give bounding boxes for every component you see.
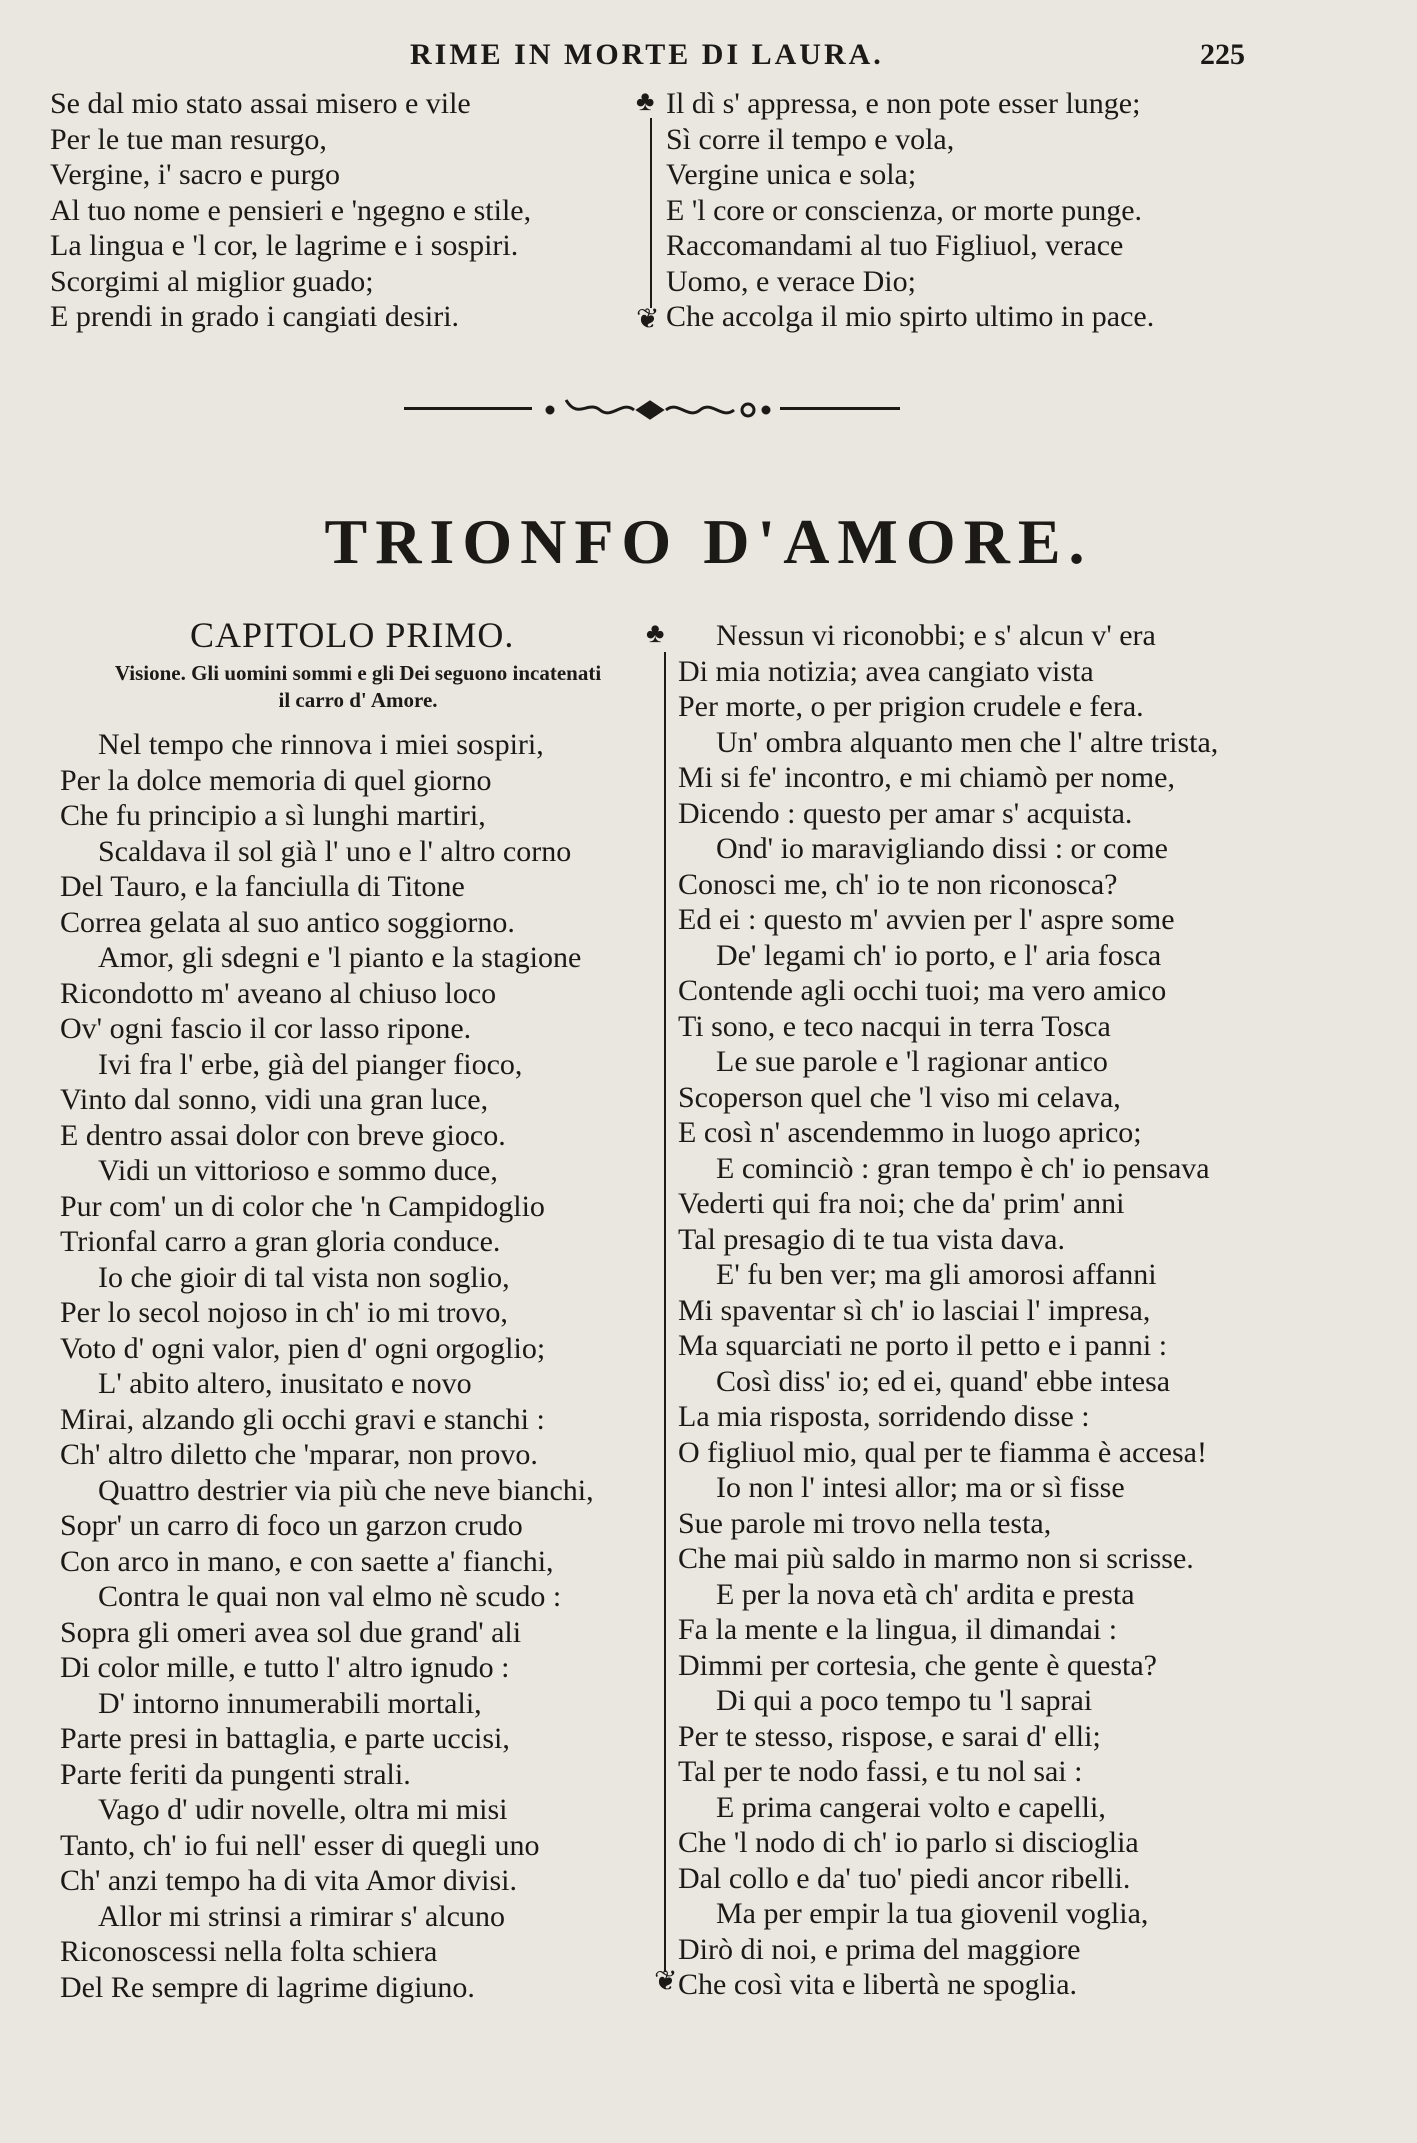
verse-line: Dicendo : questo per amar s' acquista. (678, 796, 1133, 830)
verse-line: E così n' ascendemmo in luogo aprico; (678, 1116, 1142, 1149)
verse-line: Al tuo nome e pensieri e 'ngegno e stile, (50, 193, 532, 227)
verse-line: Così diss' io; ed ei, quand' ebbe intesa (716, 1364, 1171, 1398)
verse-line: Per le tue man resurgo, (50, 122, 327, 156)
verse-line: Per lo secol nojoso in ch' io mi trovo, (60, 1296, 508, 1329)
verse-line: Amor, gli sdegni e 'l pianto e la stagione (98, 941, 582, 974)
verse-line: La lingua e 'l cor, le lagrime e i sospiri. (50, 229, 519, 262)
verse-line: Dirò di noi, e prima del maggiore (678, 1932, 1081, 1966)
poem-right-column (678, 618, 1218, 2003)
summary-line: Visione. Gli uomini sommi e gli Dei seguono incatenati (114, 661, 602, 685)
verse-line: Ch' altro diletto che 'mparar, non provo. (60, 1438, 538, 1471)
verse-line: Sopr' un carro di foco un garzon crudo (60, 1509, 523, 1542)
verse-line: D' intorno innumerabili mortali, (98, 1686, 482, 1720)
verse-line: Ma squarciati ne porto il petto e i panni : (678, 1329, 1168, 1362)
verse-line: E 'l core or conscienza, or morte punge. (666, 193, 1143, 227)
trefoil-ornament-icon: ♣ (636, 86, 655, 117)
separator-rule-right (780, 407, 900, 410)
verse-line: Vidi un vittorioso e sommo duce, (98, 1154, 498, 1187)
verse-line: Per te stesso, rispose, e sarai d' elli; (678, 1719, 1101, 1753)
verse-line: Parte feriti da pungenti strali. (60, 1757, 411, 1791)
chapter-summary (58, 660, 658, 714)
page-number: 225 (1200, 38, 1245, 71)
verse-line: Che 'l nodo di ch' io parlo si discioglia (678, 1826, 1139, 1859)
verse-line: Parte presi in battaglia, e parte uccisi, (60, 1722, 510, 1755)
verse-line: Trionfal carro a gran gloria conduce. (60, 1225, 501, 1258)
verse-line: Ivi fra l' erbe, già del pianger fioco, (98, 1047, 523, 1081)
verse-line: Ed ei : questo m' avvien per l' aspre some (678, 903, 1175, 936)
column-divider (664, 652, 666, 1972)
verse-line: Nel tempo che rinnova i miei sospiri, (98, 728, 544, 761)
verse-line: Che così vita e libertà ne spoglia. (678, 1968, 1078, 2001)
verse-line: Pur com' un di color che 'n Campidoglio (60, 1189, 545, 1223)
running-head (0, 38, 1417, 78)
verse-line: Vinto dal sonno, vidi una gran luce, (60, 1083, 489, 1116)
verse-line: Ti sono, e teco nacqui in terra Tosca (678, 1009, 1111, 1043)
verse-line: Sì corre il tempo e vola, (666, 122, 955, 156)
verse-line: Mi spaventar sì ch' io lasciai l' impresa, (678, 1293, 1151, 1327)
section-title: TRIONFO D'AMORE. (324, 506, 1093, 577)
verse-line: Tal per te nodo fassi, e tu nol sai : (678, 1755, 1083, 1788)
trefoil-ornament-icon: ♣ (646, 618, 665, 649)
verse-line: Conosci me, ch' io te non riconosca? (678, 867, 1118, 901)
poem-left-column (60, 727, 594, 2005)
verse-line: Per morte, o per prigion crudele e fera. (678, 690, 1144, 723)
verse-line: Vederti qui fra noi; che da' prim' anni (678, 1187, 1125, 1220)
verse-line: Che fu principio a sì lunghi martiri, (60, 799, 486, 832)
verse-line: Dimmi per cortesia, che gente è questa? (678, 1648, 1157, 1682)
verse-line: E prima cangerai volto e capelli, (716, 1790, 1106, 1824)
verse-line: Uomo, e verace Dio; (666, 264, 916, 298)
column-divider (650, 118, 652, 308)
verse-line: De' legami ch' io porto, e l' aria fosca (716, 938, 1162, 972)
chapter-title: CAPITOLO PRIMO. (190, 615, 515, 655)
verse-line: E per la nova età ch' ardita e presta (716, 1577, 1135, 1611)
verse-line: Di qui a poco tempo tu 'l saprai (716, 1684, 1093, 1717)
verse-line: E dentro assai dolor con breve gioco. (60, 1118, 506, 1152)
verse-line: E' fu ben ver; ma gli amorosi affanni (716, 1258, 1157, 1291)
top-poem-right-column (666, 86, 1154, 335)
verse-line: Scoperson quel che 'l viso mi celava, (678, 1080, 1121, 1114)
verse-line: Contra le quai non val elmo nè scudo : (98, 1580, 562, 1613)
separator-rule-left (404, 407, 532, 410)
verse-line: Vergine unica e sola; (666, 158, 917, 191)
verse-line: O figliuol mio, qual per te fiamma è accesa! (678, 1435, 1207, 1469)
verse-line: Io non l' intesi allor; ma or sì fisse (716, 1471, 1125, 1504)
verse-line: Correa gelata al suo antico soggiorno. (60, 905, 515, 939)
verse-line: Raccomandami al tuo Figliuol, verace (666, 229, 1124, 262)
verse-line: Tanto, ch' io fui nell' esser di quegli uno (60, 1828, 540, 1862)
verse-line: Con arco in mano, e con saette a' fianchi, (60, 1544, 554, 1578)
verse-line: Sue parole mi trovo nella testa, (678, 1506, 1052, 1540)
top-poem-left-column (50, 86, 531, 335)
verse-line: Che mai più saldo in marmo non si scrisse. (678, 1542, 1194, 1575)
flourish-ornament-icon: ❦ (636, 304, 660, 335)
verse-line: Di mia notizia; avea cangiato vista (678, 654, 1094, 688)
verse-line: Riconoscessi nella folta schiera (60, 1935, 438, 1968)
verse-line: E prendi in grado i cangiati desiri. (50, 300, 460, 333)
verse-line: Del Re sempre di lagrime digiuno. (60, 1970, 475, 2004)
verse-line: Le sue parole e 'l ragionar antico (716, 1045, 1108, 1078)
verse-line: La mia risposta, sorridendo disse : (678, 1400, 1090, 1433)
verse-line: Tal presagio di te tua vista dava. (678, 1222, 1065, 1256)
verse-line: Ricondotto m' aveano al chiuso loco (60, 976, 497, 1010)
flourish-ornament-icon: ❦ (654, 1966, 678, 1997)
verse-line: Ma per empir la tua giovenil voglia, (716, 1897, 1149, 1930)
verse-line: Mi si fe' incontro, e mi chiamò per nome, (678, 761, 1175, 794)
verse-line: L' abito altero, inusitato e novo (98, 1367, 472, 1400)
verse-line: Ov' ogni fascio il cor lasso ripone. (60, 1012, 472, 1045)
verse-line: Mirai, alzando gli occhi gravi e stanchi : (60, 1402, 545, 1436)
verse-line: Voto d' ogni valor, pien d' ogni orgoglio; (60, 1331, 546, 1365)
verse-line: Un' ombra alquanto men che l' altre trista, (716, 725, 1219, 759)
verse-line: Scorgimi al miglior guado; (50, 264, 374, 298)
verse-line: Ond' io maravigliando dissi : or come (716, 832, 1168, 865)
verse-line: Vago d' udir novelle, oltra mi misi (98, 1793, 508, 1826)
flourish-separator-icon (538, 390, 778, 430)
verse-line: E cominciò : gran tempo è ch' io pensava (716, 1151, 1210, 1185)
verse-line: Nessun vi riconobbi; e s' alcun v' era (716, 619, 1156, 652)
verse-line: Che accolga il mio spirto ultimo in pace. (666, 300, 1155, 333)
verse-line: Io che gioir di tal vista non soglio, (98, 1260, 510, 1294)
verse-line: Sopra gli omeri avea sol due grand' ali (60, 1615, 522, 1649)
verse-line: Ch' anzi tempo ha di vita Amor divisi. (60, 1864, 518, 1897)
verse-line: Il dì s' appressa, e non pote esser lunge; (666, 87, 1141, 120)
verse-line: Per la dolce memoria di quel giorno (60, 763, 492, 797)
verse-line: Scaldava il sol già l' uno e l' altro corno (98, 834, 572, 868)
verse-line: Contende agli occhi tuoi; ma vero amico (678, 974, 1167, 1007)
verse-line: Quattro destrier via più che neve bianchi, (98, 1473, 594, 1507)
verse-line: Fa la mente e la lingua, il dimandai : (678, 1613, 1118, 1646)
running-title: RIME IN MORTE DI LAURA. (410, 38, 884, 71)
verse-line: Se dal mio stato assai misero e vile (50, 87, 471, 120)
summary-line: il carro d' Amore. (278, 688, 438, 712)
verse-line: Dal collo e da' tuo' piedi ancor ribelli. (678, 1861, 1131, 1895)
verse-line: Del Tauro, e la fanciulla di Titone (60, 870, 465, 903)
verse-line: Vergine, i' sacro e purgo (50, 158, 341, 191)
verse-line: Allor mi strinsi a rimirar s' alcuno (98, 1899, 505, 1933)
verse-line: Di color mille, e tutto l' altro ignudo : (60, 1651, 510, 1684)
